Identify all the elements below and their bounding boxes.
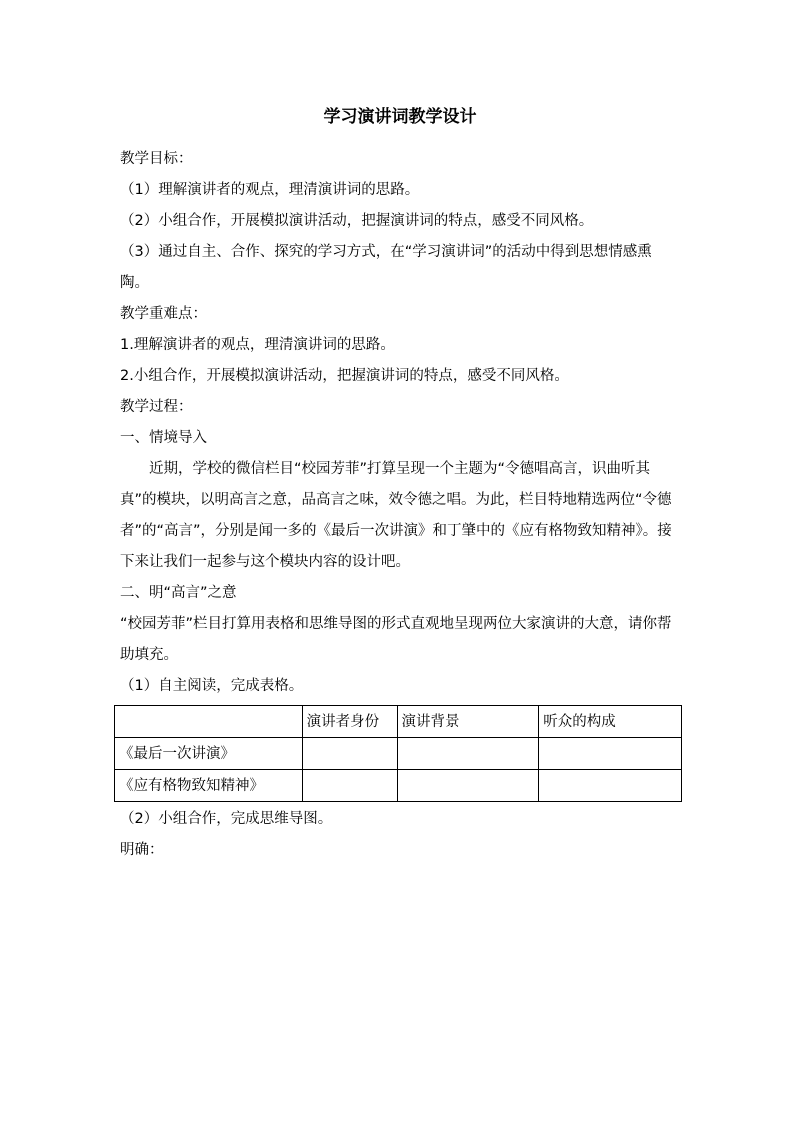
- table-cell[interactable]: [302, 770, 397, 802]
- table-header-cell: [115, 706, 303, 738]
- section2-paragraph: “校园芳菲”栏目打算用表格和思维导图的形式直观地呈现两位大家演讲的大意，请你帮助填充。: [120, 616, 672, 663]
- table-header-cell: 演讲背景: [397, 706, 539, 738]
- table-cell: 《最后一次讲演》: [115, 738, 303, 770]
- section1-paragraph: 近期，学校的微信栏目“校园芳菲”打算呈现一个主题为“令德唱高言，识曲听其真”的模块，以明高言之意，品高言之味，效令德之唱。为此，栏目特地精选两位“令德者”的“高言”，分别是闻一多的《最后一次讲演》和丁肇中的《应有格物致知精神》。接下来让我们一起参与这个模块内容的设计吧。: [120, 461, 672, 570]
- table-cell: 《应有格物致知精神》: [115, 770, 303, 802]
- table-cell[interactable]: [397, 770, 539, 802]
- table-header-cell: 听众的构成: [539, 706, 682, 738]
- table-header-row: [115, 706, 682, 738]
- table-header-cell: 演讲者身份: [302, 706, 397, 738]
- table-cell[interactable]: [302, 738, 397, 770]
- section2-heading: 二、明“高言”之意: [120, 585, 237, 601]
- task2-label: （2）小组合作，完成思维导图。: [120, 811, 333, 827]
- objective-item-1: （1）理解演讲者的观点，理清演讲词的思路。: [120, 182, 420, 198]
- table-row: [115, 738, 682, 770]
- task1-label: （1）自主阅读，完成表格。: [120, 678, 304, 694]
- speech-table: [114, 705, 682, 802]
- page-title: 学习演讲词教学设计: [323, 107, 477, 127]
- table-cell[interactable]: [539, 770, 682, 802]
- key-point-item-1: 1.理解演讲者的观点，理清演讲词的思路。: [120, 337, 395, 353]
- table-row: [115, 770, 682, 802]
- objective-item-2: （2）小组合作，开展模拟演讲活动，把握演讲词的特点，感受不同风格。: [120, 213, 594, 229]
- table-cell[interactable]: [397, 738, 539, 770]
- key-points-heading: 教学重难点：: [120, 306, 207, 322]
- section1-heading: 一、情境导入: [120, 430, 207, 446]
- objectives-heading: 教学目标：: [120, 151, 193, 167]
- objective-item-3: （3）通过自主、合作、探究的学习方式，在“学习演讲词”的活动中得到思想情感熏陶。: [120, 244, 652, 291]
- table-cell[interactable]: [539, 738, 682, 770]
- clarify-label: 明确：: [120, 842, 164, 858]
- key-point-item-2: 2.小组合作，开展模拟演讲活动，把握演讲词的特点，感受不同风格。: [120, 368, 569, 384]
- document-page: [120, 104, 680, 866]
- process-heading: 教学过程：: [120, 399, 193, 415]
